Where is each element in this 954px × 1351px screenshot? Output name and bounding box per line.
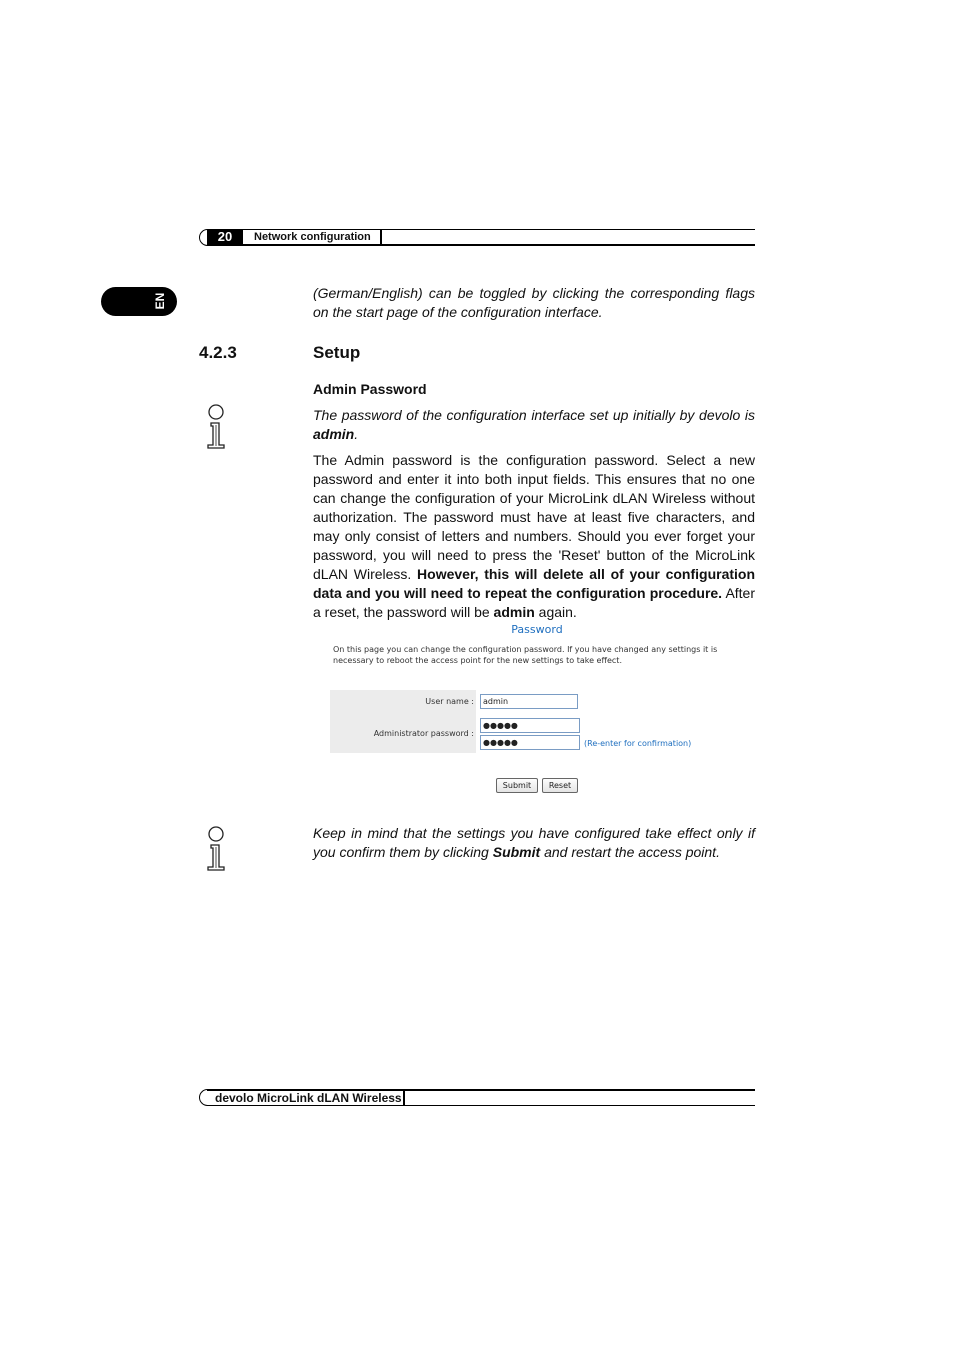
body-part1: The Admin password is the configuration password. Select a new password and enter it into both input fields. This ensures that no one can change the configuration of your MicroLink dLAN Wireless without authorization. The password must have at least five characters, and may only consist of letters and numbers. Should you ever forget your password, you will need to press the 'Reset' button of the MicroLink dLAN Wireless. — [313, 452, 755, 582]
submit-button[interactable]: Submit — [496, 778, 538, 793]
screenshot-description: On this page you can change the configuration password. If you have changed any settings it is necessary to reboot the access point for the new settings to take effect. — [333, 645, 718, 665]
note-default-password — [313, 406, 755, 444]
note-end: . — [354, 426, 359, 442]
password-confirm-input[interactable]: ●●●●● — [480, 735, 580, 750]
chapter-title: Network configuration — [254, 231, 371, 243]
reset-button[interactable]: Reset — [542, 778, 578, 793]
user-name-label: User name : — [425, 697, 474, 706]
note-submit-reminder — [313, 824, 755, 862]
note2-text2: and restart the access point. — [540, 844, 720, 860]
footer-product: devolo MicroLink dLAN Wireless — [215, 1091, 402, 1105]
info-icon — [202, 826, 230, 872]
body-bold-admin: admin — [493, 604, 535, 620]
body-part2: After a reset, the password will be — [313, 585, 756, 620]
note-text: The password of the configuration interface set up initially by devolo is — [313, 407, 755, 423]
user-name-input[interactable]: admin — [480, 694, 578, 709]
admin-password-label: Administrator password : — [373, 729, 474, 738]
language-tab-label: EN — [153, 292, 167, 310]
footer-cap — [199, 1089, 215, 1106]
body-warning: However, this will delete all of your configuration data and you will need to repeat the configuration procedure. — [313, 566, 756, 601]
subsection-title: Admin Password — [313, 381, 427, 397]
header-divider — [380, 229, 382, 245]
page-number: 20 — [207, 229, 243, 245]
note2-bold: Submit — [492, 844, 541, 860]
body-part3: again. — [534, 604, 577, 620]
note2-text1: Keep in mind that the settings you have configured take effect only if you confirm them by clicking — [313, 825, 755, 860]
intro-paragraph: (German/English) can be toggled by clicking the corresponding flags on the start page of the configuration interface. — [313, 285, 755, 320]
section-title: Setup — [313, 343, 361, 362]
footer-divider — [403, 1090, 405, 1106]
note-bold: admin — [313, 426, 355, 442]
section-number: 4.2.3 — [199, 343, 237, 362]
password-input[interactable]: ●●●●● — [480, 718, 580, 733]
screenshot-title: Password — [511, 623, 563, 636]
body-paragraph — [313, 451, 755, 622]
confirm-hint: (Re-enter for confirmation) — [584, 739, 692, 748]
info-icon — [202, 404, 230, 450]
